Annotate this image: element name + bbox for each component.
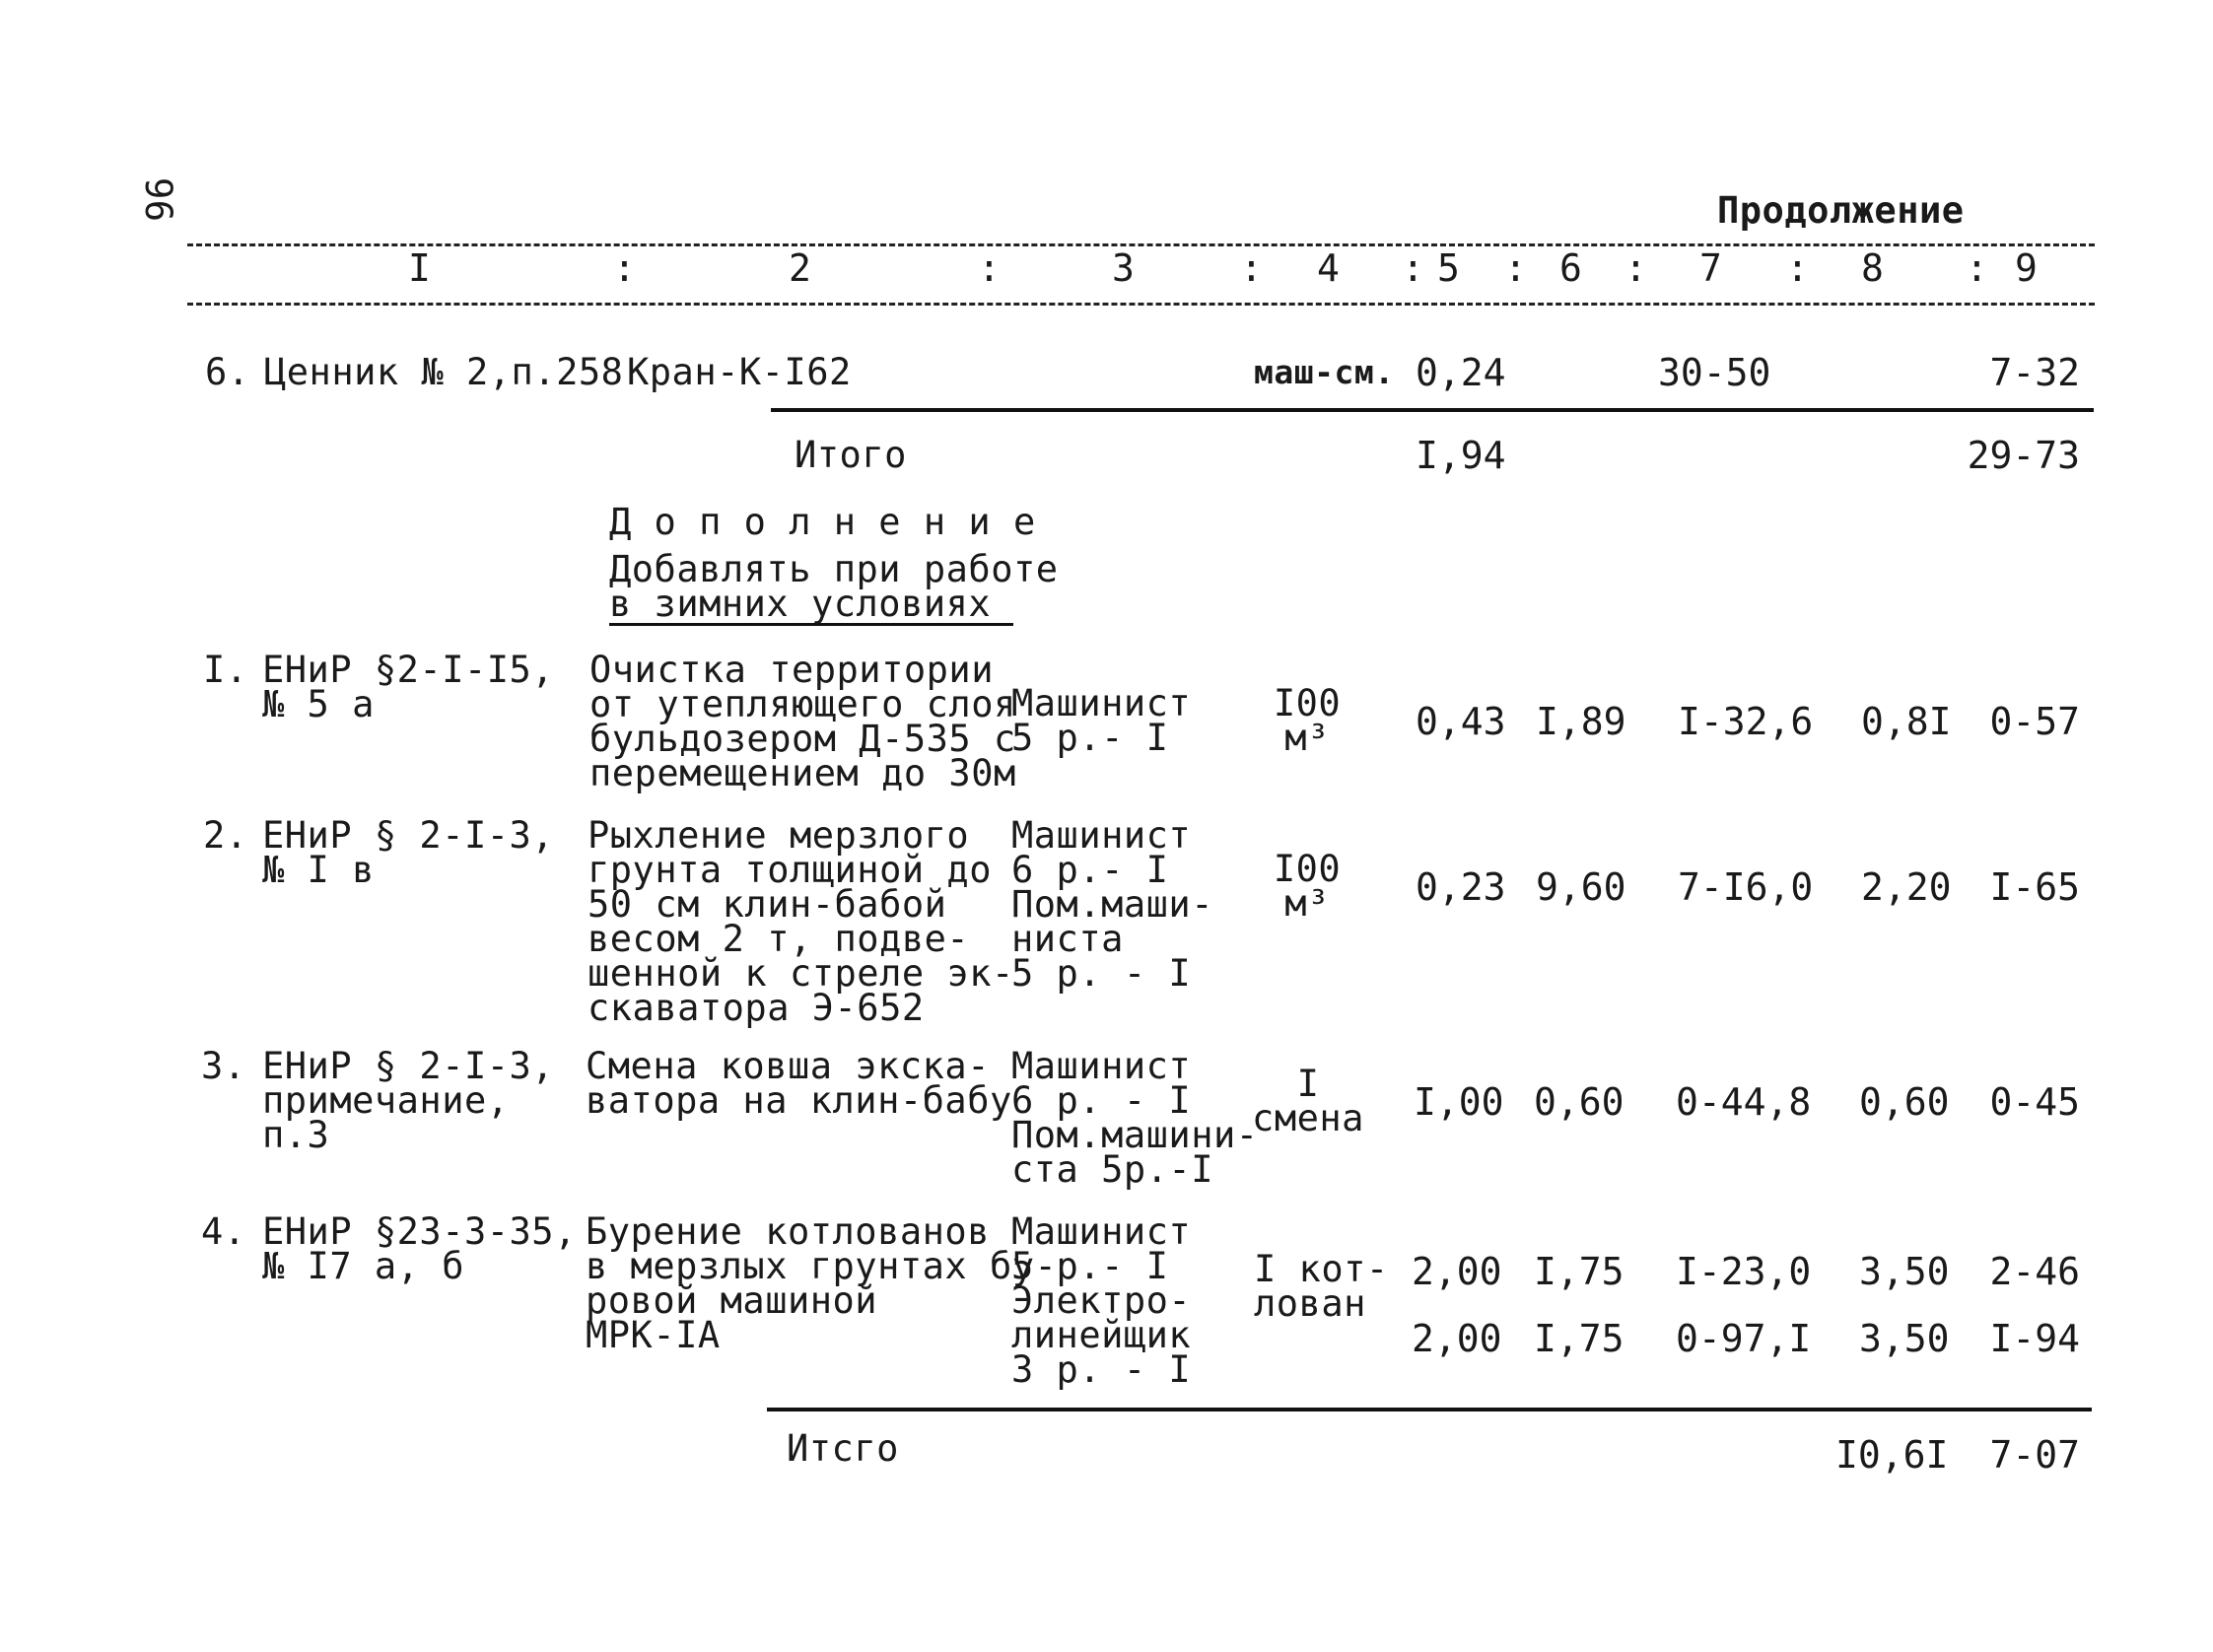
row-c5-second: 2,00 [1412,1317,1502,1360]
subtotal-total: 29-73 [1967,434,2080,477]
row-c7-second: 0-97,I [1676,1317,1812,1360]
row-work: Кран-К-I62 [627,351,852,393]
row-c9: 0-57 [1989,700,2080,743]
subtotal-rule [771,408,2094,412]
row-worker: Машинист 5 р.- I [1011,682,1192,759]
supplement-heading: Д о п о л н е н и е [609,501,1036,543]
row-price: 30-50 [1658,351,1771,394]
row-c6: 0,60 [1534,1080,1625,1124]
row-c7: I-32,6 [1678,700,1814,743]
continuation-label: Продолжение [1717,189,1965,232]
column-separator: : [1786,246,1809,290]
row-total: 7-32 [1989,351,2080,394]
column-separator: : [1625,246,1647,290]
row-source: ЕНиР § 2-I-3, № I в [262,814,555,891]
column-number-5: 5 [1437,246,1460,290]
row-c9-second: I-94 [1989,1317,2080,1360]
row-unit: I00 м³ [1273,682,1342,759]
column-number-8: 8 [1861,246,1884,290]
row-c6: 9,60 [1536,865,1626,909]
row-worker: Машинист 6 р. - I Пом.машини- ста 5р.-I [1011,1045,1259,1191]
row-number: 3. [201,1045,246,1087]
supplement-note-line1: Добавлять при работе [609,548,1059,590]
row-number: I. [203,649,248,691]
row-c9: I-65 [1989,865,2080,909]
header-rule-bottom [187,303,2095,306]
column-number-7: 7 [1699,246,1722,290]
column-separator: : [1240,246,1263,290]
column-number-1: I [408,246,431,290]
row-c8: 2,20 [1861,865,1952,909]
row-c7: I-23,0 [1676,1250,1812,1293]
row-work: Бурение котлованов в мерзлых грунтах бу- ровой машиной МРК-IА [586,1210,1058,1356]
column-number-2: 2 [789,246,811,290]
row-work: Очистка территории от утепляющего слоя бульдозером Д-535 с перемещением до 30м [589,649,1016,794]
column-separator: : [1966,246,1988,290]
row-c5: 0,43 [1416,700,1506,743]
row-c8-second: 3,50 [1859,1317,1950,1360]
subtotal-label: Итого [795,434,907,476]
row-worker: Машинист 5 р.- I Электро- линейщик 3 р. - I [1011,1210,1192,1391]
row-unit: I кот- лован [1254,1248,1389,1325]
subtotal-c8: I0,6I [1835,1433,1949,1477]
row-c8: 0,60 [1859,1080,1950,1124]
row-work: Рыхление мерзлого грунта толщиной до 50 см клин-бабой весом 2 т, подве- шенной к стреле эк- скаватора Э-652 [588,814,1014,1029]
row-c6-second: I,75 [1534,1317,1625,1360]
row-worker: Машинист 6 р.- I Пом.маши- ниста 5 р. - I [1011,814,1213,995]
row-source: ЕНиР § 2-I-3, примечание, п.3 [262,1045,555,1156]
row-source: Ценник № 2,п.258 [264,351,624,393]
row-number: 2. [203,814,248,857]
row-c5: 2,00 [1412,1250,1502,1293]
row-unit: I00 м³ [1273,848,1342,925]
subtotal-quantity: I,94 [1416,434,1506,477]
row-unit: маш-см. [1254,353,1395,391]
total-rule [767,1408,2092,1411]
row-source: ЕНиР §23-3-35, № I7 а, б [262,1210,577,1287]
row-unit: I смена [1252,1063,1364,1139]
subtotal-c9: 7-07 [1989,1433,2080,1477]
row-c7: 0-44,8 [1676,1080,1812,1124]
row-source: ЕНиР §2-I-I5, № 5 а [262,649,555,725]
supplement-note-line2: в зимних условиях [609,583,992,625]
row-c5: 0,23 [1416,865,1506,909]
column-number-6: 6 [1559,246,1582,290]
column-number-3: 3 [1112,246,1135,290]
row-work: Смена ковша экска- ватора на клин-бабу [586,1045,1012,1122]
row-c6: I,75 [1534,1250,1625,1293]
subtotal-label: Итсго [787,1427,899,1470]
row-number: 6. [205,351,250,393]
column-number-4: 4 [1317,246,1340,290]
supplement-underline [609,623,1013,626]
column-separator: : [1504,246,1527,290]
row-quantity: 0,24 [1416,351,1506,394]
row-c8: 3,50 [1859,1250,1950,1293]
row-c8: 0,8I [1861,700,1952,743]
row-c5: I,00 [1414,1080,1504,1124]
row-c9: 2-46 [1989,1250,2080,1293]
row-number: 4. [201,1210,246,1253]
column-separator: : [1402,246,1424,290]
page-number: 96 [137,177,179,223]
row-c9: 0-45 [1989,1080,2080,1124]
column-separator: : [613,246,636,290]
column-number-9: 9 [2015,246,2038,290]
row-c6: I,89 [1536,700,1626,743]
row-c7: 7-I6,0 [1678,865,1814,909]
column-separator: : [978,246,1001,290]
